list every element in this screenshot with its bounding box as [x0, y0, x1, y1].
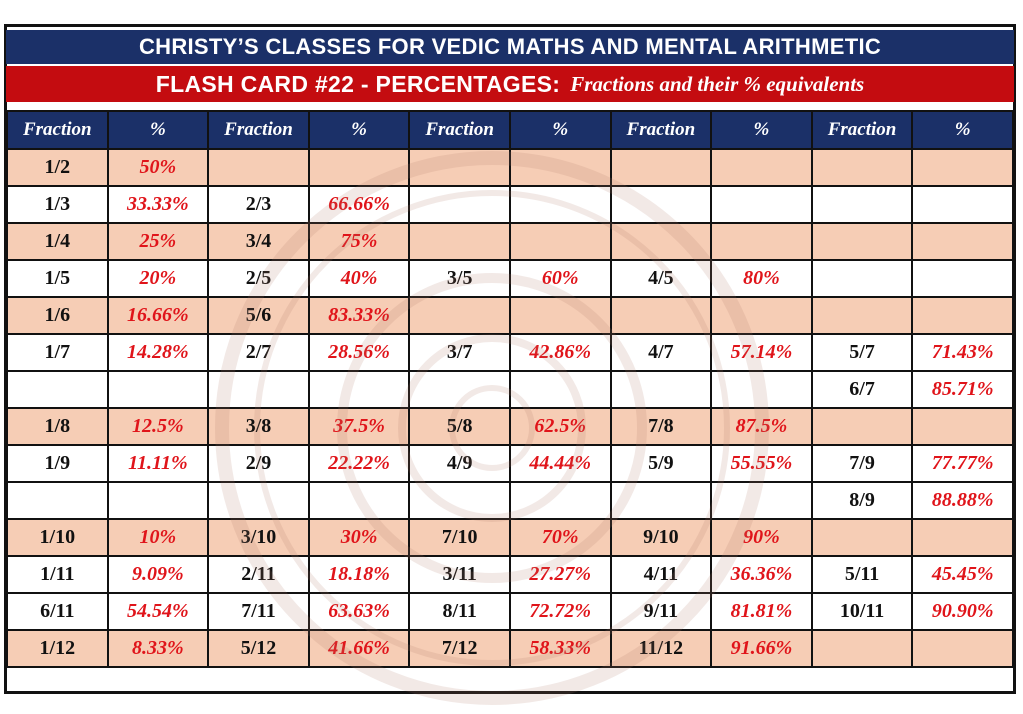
fraction-cell [611, 297, 712, 334]
page-title-text: CHRISTY’S CLASSES FOR VEDIC MATHS AND MENTAL ARITHMETIC [138, 34, 882, 59]
percent-cell [711, 149, 812, 186]
fraction-cell: 1/9 [7, 445, 108, 482]
percent-cell [309, 371, 410, 408]
fraction-cell [7, 482, 108, 519]
fraction-cell [409, 371, 510, 408]
percent-cell: 45.45% [912, 556, 1013, 593]
percent-cell: 58.33% [510, 630, 611, 667]
table-row [7, 556, 1013, 593]
fraction-cell: 9/11 [611, 593, 712, 630]
percent-cell: 27.27% [510, 556, 611, 593]
percent-cell [309, 482, 410, 519]
percent-cell: 54.54% [108, 593, 209, 630]
table-row [7, 297, 1013, 334]
fraction-cell: 6/7 [812, 371, 913, 408]
fraction-cell: 2/3 [208, 186, 309, 223]
table-row [7, 593, 1013, 630]
percent-cell [108, 371, 209, 408]
percent-cell: 72.72% [510, 593, 611, 630]
fraction-cell: 7/11 [208, 593, 309, 630]
table-row [7, 260, 1013, 297]
percent-cell: 22.22% [309, 445, 410, 482]
percent-cell [510, 371, 611, 408]
percent-cell: 12.5% [108, 408, 209, 445]
fraction-cell [7, 371, 108, 408]
fraction-cell [611, 371, 712, 408]
table-row [7, 149, 1013, 186]
fraction-cell: 3/7 [409, 334, 510, 371]
fraction-cell: 1/5 [7, 260, 108, 297]
table-row [7, 630, 1013, 667]
column-header-fraction: Fraction [409, 111, 510, 149]
percent-cell: 60% [510, 260, 611, 297]
fraction-cell [611, 482, 712, 519]
percent-cell: 36.36% [711, 556, 812, 593]
percent-cell [912, 519, 1013, 556]
percent-cell: 11.11% [108, 445, 209, 482]
fraction-cell: 1/3 [7, 186, 108, 223]
percent-cell: 63.63% [309, 593, 410, 630]
percent-cell: 90% [711, 519, 812, 556]
percent-cell: 70% [510, 519, 611, 556]
percent-cell: 62.5% [510, 408, 611, 445]
fraction-cell [409, 223, 510, 260]
percent-cell: 41.66% [309, 630, 410, 667]
fraction-cell: 8/9 [812, 482, 913, 519]
percent-cell: 42.86% [510, 334, 611, 371]
fraction-cell [208, 149, 309, 186]
fraction-cell [611, 186, 712, 223]
fraction-cell: 1/8 [7, 408, 108, 445]
fraction-cell [812, 297, 913, 334]
table-header-row [7, 111, 1013, 149]
fraction-cell: 8/11 [409, 593, 510, 630]
fraction-cell: 7/10 [409, 519, 510, 556]
percent-cell [912, 223, 1013, 260]
fraction-cell: 1/2 [7, 149, 108, 186]
fraction-cell [812, 519, 913, 556]
fraction-cell [812, 630, 913, 667]
percent-cell: 8.33% [108, 630, 209, 667]
percent-cell: 87.5% [711, 408, 812, 445]
percent-cell: 85.71% [912, 371, 1013, 408]
column-header-percent: % [108, 111, 209, 149]
percent-cell [912, 260, 1013, 297]
fraction-cell: 10/11 [812, 593, 913, 630]
column-header-fraction: Fraction [812, 111, 913, 149]
percent-cell: 10% [108, 519, 209, 556]
fraction-cell: 6/11 [7, 593, 108, 630]
percent-cell: 37.5% [309, 408, 410, 445]
fraction-cell: 5/6 [208, 297, 309, 334]
percent-cell: 44.44% [510, 445, 611, 482]
column-header-fraction: Fraction [611, 111, 712, 149]
percent-cell [912, 408, 1013, 445]
percent-cell: 33.33% [108, 186, 209, 223]
fraction-cell: 3/4 [208, 223, 309, 260]
fraction-cell [409, 186, 510, 223]
percent-cell [711, 482, 812, 519]
fraction-cell [409, 297, 510, 334]
percent-cell: 77.77% [912, 445, 1013, 482]
fraction-cell: 5/9 [611, 445, 712, 482]
column-header-fraction: Fraction [7, 111, 108, 149]
fraction-cell: 1/6 [7, 297, 108, 334]
table-body [7, 149, 1013, 667]
fraction-cell: 2/11 [208, 556, 309, 593]
fraction-cell [611, 223, 712, 260]
percent-cell [108, 482, 209, 519]
percent-cell [711, 223, 812, 260]
column-header-percent: % [711, 111, 812, 149]
fraction-cell: 9/10 [611, 519, 712, 556]
fraction-cell [812, 223, 913, 260]
table-row [7, 519, 1013, 556]
percentage-table [6, 110, 1014, 668]
column-header-percent: % [510, 111, 611, 149]
fraction-cell [611, 149, 712, 186]
fraction-cell: 2/7 [208, 334, 309, 371]
percent-cell [510, 186, 611, 223]
fraction-cell: 1/11 [7, 556, 108, 593]
column-header-percent: % [912, 111, 1013, 149]
fraction-cell: 1/7 [7, 334, 108, 371]
fraction-cell: 7/9 [812, 445, 913, 482]
table-row [7, 186, 1013, 223]
percent-cell [510, 149, 611, 186]
table-row [7, 223, 1013, 260]
table-row [7, 334, 1013, 371]
percent-cell [510, 223, 611, 260]
column-header-percent: % [309, 111, 410, 149]
percent-cell: 88.88% [912, 482, 1013, 519]
table-row [7, 482, 1013, 519]
card-title-banner [6, 66, 1014, 102]
percent-cell [711, 371, 812, 408]
fraction-cell: 4/7 [611, 334, 712, 371]
percent-cell [711, 297, 812, 334]
fraction-cell: 1/10 [7, 519, 108, 556]
percent-cell [510, 482, 611, 519]
fraction-cell: 4/11 [611, 556, 712, 593]
percent-cell: 71.43% [912, 334, 1013, 371]
percent-cell [912, 186, 1013, 223]
fraction-cell: 5/7 [812, 334, 913, 371]
fraction-cell: 3/10 [208, 519, 309, 556]
card-subtitle-text: Fractions and their % equivalents [570, 71, 865, 96]
percent-cell [912, 149, 1013, 186]
percent-cell: 66.66% [309, 186, 410, 223]
fraction-cell: 3/11 [409, 556, 510, 593]
table-row [7, 445, 1013, 482]
percent-cell: 20% [108, 260, 209, 297]
percent-cell: 80% [711, 260, 812, 297]
fraction-cell: 5/11 [812, 556, 913, 593]
fraction-cell: 4/9 [409, 445, 510, 482]
percent-cell [510, 297, 611, 334]
fraction-cell: 5/8 [409, 408, 510, 445]
fraction-cell: 2/9 [208, 445, 309, 482]
fraction-cell: 3/8 [208, 408, 309, 445]
percent-cell: 16.66% [108, 297, 209, 334]
percent-cell [912, 297, 1013, 334]
percent-cell [309, 149, 410, 186]
percent-cell: 30% [309, 519, 410, 556]
percent-cell: 83.33% [309, 297, 410, 334]
fraction-cell [812, 149, 913, 186]
percent-cell: 90.90% [912, 593, 1013, 630]
card-title-text: FLASH CARD #22 - PERCENTAGES: [155, 70, 561, 97]
fraction-cell: 4/5 [611, 260, 712, 297]
fraction-cell [208, 482, 309, 519]
fraction-cell [812, 186, 913, 223]
table-row [7, 408, 1013, 445]
percent-cell: 18.18% [309, 556, 410, 593]
percent-cell: 91.66% [711, 630, 812, 667]
fraction-cell: 1/4 [7, 223, 108, 260]
percent-cell: 55.55% [711, 445, 812, 482]
percent-cell: 57.14% [711, 334, 812, 371]
fraction-cell [409, 482, 510, 519]
percent-cell: 28.56% [309, 334, 410, 371]
fraction-cell [208, 371, 309, 408]
fraction-cell: 7/8 [611, 408, 712, 445]
percent-cell: 40% [309, 260, 410, 297]
percent-cell [711, 186, 812, 223]
percent-cell [912, 630, 1013, 667]
fraction-cell: 11/12 [611, 630, 712, 667]
column-header-fraction: Fraction [208, 111, 309, 149]
page-title [6, 30, 1014, 64]
fraction-cell: 7/12 [409, 630, 510, 667]
percent-cell: 25% [108, 223, 209, 260]
percent-cell: 14.28% [108, 334, 209, 371]
table-row [7, 371, 1013, 408]
fraction-cell [409, 149, 510, 186]
fraction-cell: 1/12 [7, 630, 108, 667]
fraction-cell [812, 260, 913, 297]
fraction-cell: 3/5 [409, 260, 510, 297]
fraction-cell: 5/12 [208, 630, 309, 667]
percent-cell: 75% [309, 223, 410, 260]
percent-cell: 81.81% [711, 593, 812, 630]
fraction-cell: 2/5 [208, 260, 309, 297]
percent-cell: 9.09% [108, 556, 209, 593]
percent-cell: 50% [108, 149, 209, 186]
fraction-cell [812, 408, 913, 445]
